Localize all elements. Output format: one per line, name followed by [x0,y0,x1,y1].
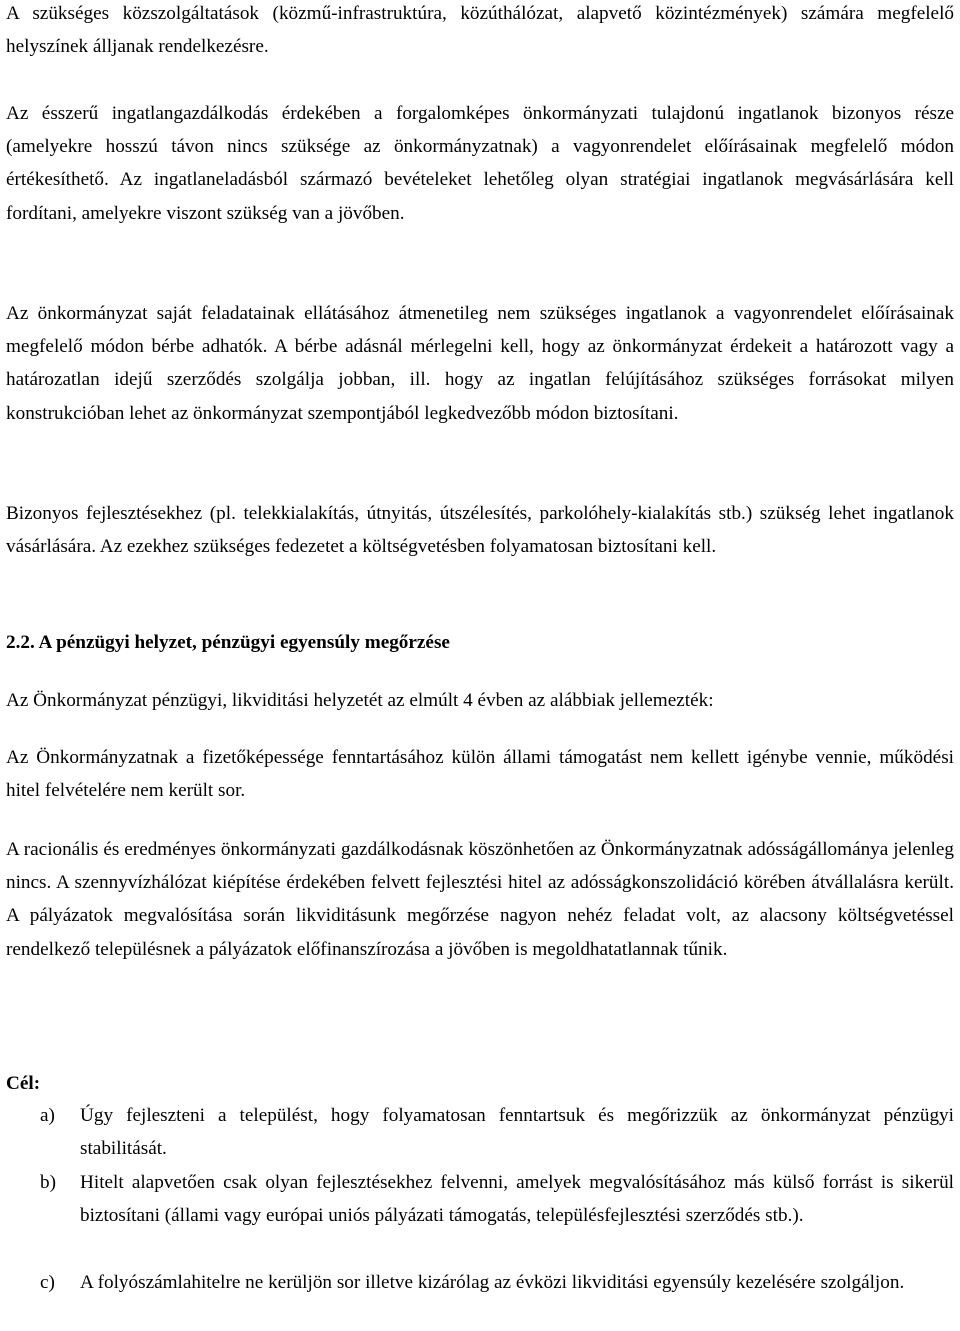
paragraph-debt-status: A racionális és eredményes önkormányzati gazdálkodásnak köszönhetően az Önkormányzatnak adósságállománya jelenleg nincs. A szennyvízhálózat kiépítése érdekében felvett fejlesztési hitel az adósságkonszolidáció körében átvállalásra került. A pályázatok megvalósítása során likviditásunk megőrzése nagyon nehéz feladat volt, az alacsony költségvetéssel rendelkező településnek a pályázatok előfinanszírozása a jövőben is megoldhatatlannak tűnik. [6,839,954,960]
goals-label: Cél: [6,1073,41,1094]
goal-marker: b) [40,1172,56,1193]
paragraph-public-services: A szükséges közszolgáltatások (közmű-infrastruktúra, közúthálózat, alapvető közintézmények) számára megfelelő helyszínek álljanak rendelkezésre. [6,3,954,58]
paragraph-property-management: Az ésszerű ingatlangazdálkodás érdekében a forgalomképes önkormányzati tulajdonú ingatlanok bizonyos része (amelyekre hosszú távon nincs szüksége az önkormányzatnak) a vagyonrendelet előírásainak megfelelő módon értékesíthető. Az ingatlaneladásból származó bevételeket lehetőleg olyan stratégiai ingatlanok megvásárlására kell fordítani, amelyekre viszont szükség van a jövőben. [6,103,954,224]
goal-item-b [6,1166,954,1232]
section-heading: 2.2. A pénzügyi helyzet, pénzügyi egyensúly megőrzése [6,632,450,653]
paragraph-development-purchases: Bizonyos fejlesztésekhez (pl. telekkialakítás, útnyitás, útszélesítés, parkolóhely-kialakítás stb.) szükség lehet ingatlanok vásárlására. Az ezekhez szükséges fedezetet a költségvetésben folyamatosan biztosítani kell. [6,503,954,558]
goal-item-c [6,1266,954,1299]
goal-text: A folyószámlahitelre ne kerüljön sor illetve kizárólag az évközi likviditási egyensúly kezelésére szolgáljon. [80,1272,905,1293]
paragraph-solvency: Az Önkormányzatnak a fizetőképessége fenntartásához külön állami támogatást nem kellett igénybe vennie, működési hitel felvételére nem került sor. [6,747,954,802]
goal-marker: a) [40,1105,55,1126]
paragraph-property-lease: Az önkormányzat saját feladatainak ellátásához átmenetileg nem szükséges ingatlanok a vagyonrendelet előírásainak megfelelő módon bérbe adhatók. A bérbe adásnál mérlegelni kell, hogy az önkormányzat érdekeit a határozott vagy a határozatlan idejű szerződés szolgálja jobban, ill. hogy az ingatlan felújításához szükséges forrásokat milyen konstrukcióban lehet az önkormányzat szempontjából legkedvezőbb módon biztosítani. [6,303,954,424]
goal-item-a [6,1099,954,1165]
goal-text: Úgy fejleszteni a települést, hogy folyamatosan fenntartsuk és megőrizzük az önkormányzat pénzügyi stabilitását. [80,1105,954,1160]
goal-text: Hitelt alapvetően csak olyan fejlesztésekhez felvenni, amelyek megvalósításához más külső forrást is sikerül biztosítani (állami vagy európai uniós pályázati támogatás, településfejlesztési szerződés stb.). [80,1172,954,1227]
paragraph-financial-situation: Az Önkormányzat pénzügyi, likviditási helyzetét az elmúlt 4 évben az alábbiak jellemezték: [6,690,714,711]
goal-marker: c) [40,1272,55,1293]
